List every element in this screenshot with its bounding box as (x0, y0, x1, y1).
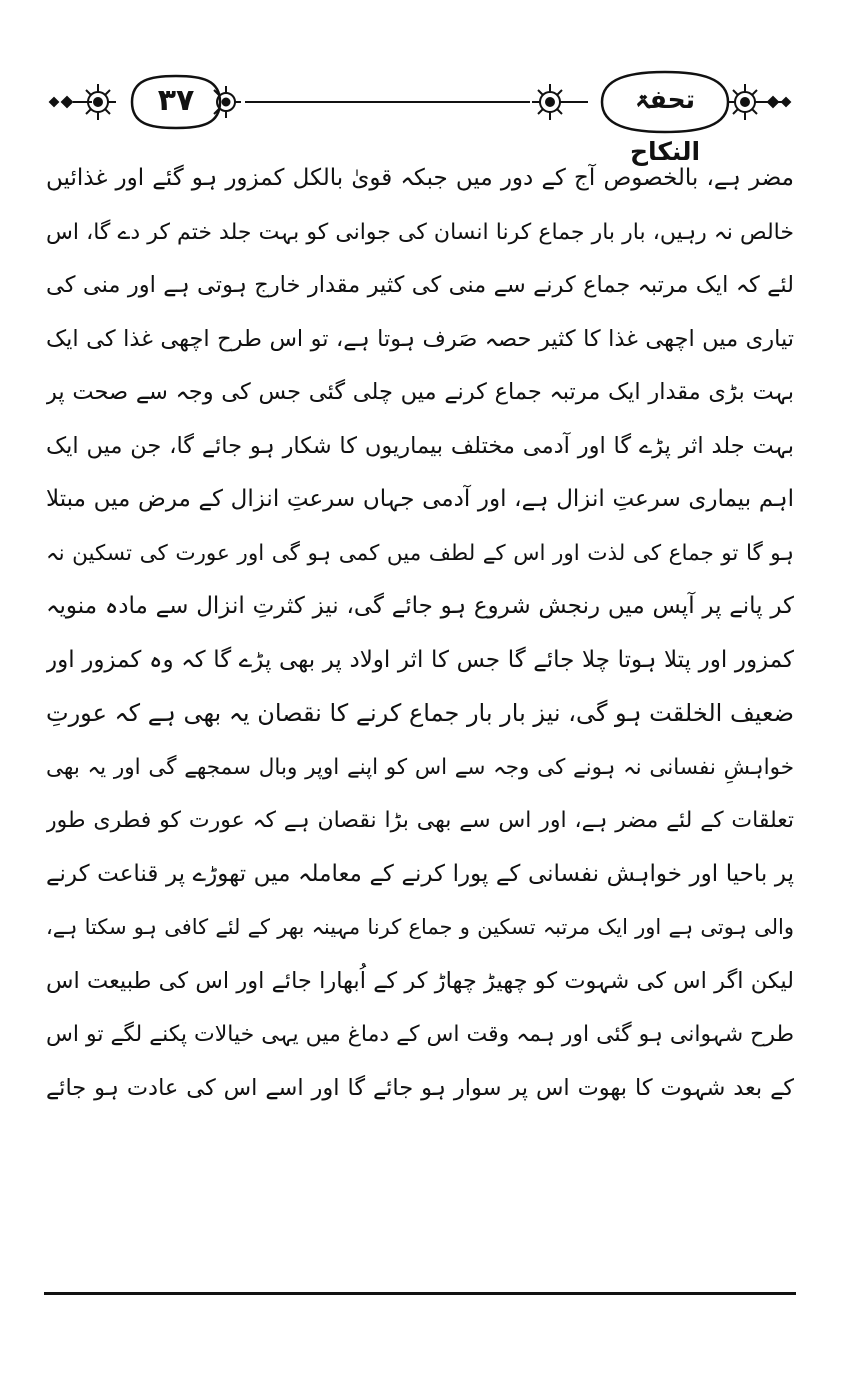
text-line: ضعیف الخلقت ہو گی، نیز بار بار جماع کرنے کا نقصان یہ بھی ہے کہ عورتِ (46, 699, 794, 727)
text-line: مضر ہے، بالخصوص آج کے دور میں جبکہ قویٰ بالکل کمزور ہو گئے اور غذائیں (46, 165, 794, 191)
page-number: ۳۷ (157, 83, 195, 118)
text-line: کر پانے پر آپس میں رنجش شروع ہو جائے گی، نیز کثرتِ انزال سے مادہ منویہ (46, 593, 794, 619)
rosette-ornament-icon (80, 84, 116, 120)
text-line: کمزور اور پتلا ہوتا چلا جائے گا جس کا اثر اولاد پر بھی پڑے گا کہ وہ کمزور اور (46, 646, 794, 673)
running-title: تحفۃ النکاح (629, 85, 701, 166)
rosette-ornament-icon (727, 84, 763, 120)
text-line: بہت بڑی مقدار ایک مرتبہ جماع کرنے میں چلی گئی جس کی وجہ سے صحت پر (46, 379, 794, 405)
text-line: پر باحیا اور خواہش نفسانی کے پورا کرنے کے معاملہ میں تھوڑے پر قناعت کرنے (46, 860, 794, 887)
text-line: والی ہوتی ہے اور ایک مرتبہ تسکین و جماع کرنا مہینہ بھر کے لئے کافی ہو سکتا ہے، (46, 915, 794, 939)
text-line: ہو گا تو جماع کی لذت اور اس کے لطف میں کمی ہو گی اور عورت کی تسکین نہ (46, 540, 794, 566)
text-line: خواہشِ نفسانی نہ ہونے کی وجہ سے اس کو اپنے اوپر وبال سمجھے گی اور یہ بھی (46, 754, 794, 780)
text-line: بہت جلد اثر پڑے گا اور آدمی مختلف بیماریوں کا شکار ہو جائے گا، جن میں ایک (46, 432, 794, 459)
text-line: کے بعد شہوت کا بھوت اس پر سوار ہو جائے گا اور اسے اس کی عادت ہو جائے (46, 1074, 794, 1101)
text-line: لیکن اگر اس کی شہوت کو چھیڑ چھاڑ کر کے اُبھارا جائے اور اس کی طبیعت اس (46, 967, 794, 994)
text-line: اہم بیماری سرعتِ انزال ہے، اور آدمی جہاں سرعتِ انزال کے مرض میں مبتلا (46, 486, 794, 512)
text-line: تعلقات کے لئے مضر ہے، اور اس سے بھی بڑا نقصان ہے کہ عورت کو فطری طور (46, 808, 794, 833)
text-line: خالص نہ رہیں، بار بار جماع کرنا انسان کی جوانی کو بہت جلد ختم کر دے گا، اس (46, 219, 794, 245)
body-text (46, 152, 794, 1115)
text-line: طرح شہوانی ہو گئی اور ہمہ وقت اس کے دماغ میں یہی خیالات پکنے لگے تو اس (46, 1022, 794, 1047)
page-header (40, 62, 800, 166)
text-line: لئے کہ ایک مرتبہ جماع کرنے سے منی کی کثیر مقدار خارج ہوتی ہے اور منی کی (46, 272, 794, 298)
text-line: تیاری میں اچھی غذا کا کثیر حصہ صَرف ہوتا ہے، تو اس طرح اچھی غذا کی ایک (46, 325, 794, 352)
footer-rule (44, 1292, 796, 1295)
rosette-ornament-icon (532, 84, 568, 120)
